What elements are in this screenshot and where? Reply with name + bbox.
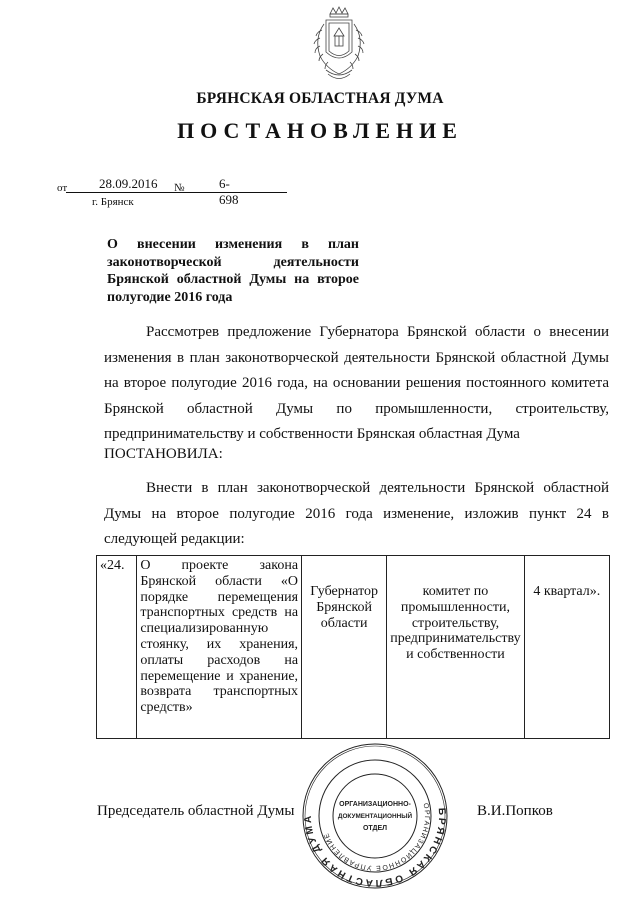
preamble-paragraph: Рассмотрев предложение Губернатора Брянской области о внесении изменения в план законотворческой деятельности Брянской областной Думы на второе полугодие 2016 года, на основании решения постоянного комитета Брянской областной Думы по промышленности, строительству, предпринимательству и собственности Брянская областная Дума [104, 324, 609, 442]
cell-committee: комитет по промышленности, строительству, предпринимательству и собственности [387, 556, 524, 739]
coat-of-arms-emblem-icon [306, 4, 372, 84]
table-row [97, 556, 610, 739]
document-subject: О внесении изменения в план законотворческой деятельности Брянской областной Думы на второе полугодие 2016 года [107, 237, 359, 305]
cell-item-number: «24. [97, 556, 137, 739]
resolution-paragraph: Внести в план законотворческой деятельности Брянской областной Думы на второе полугодие 2016 года изменение, изложив пункт 24 в следующей редакции: [104, 480, 609, 547]
amendment-table [96, 555, 610, 739]
stamp-outer-text: БРЯНСКАЯ ОБЛАСТНАЯ ДУМА [302, 807, 448, 889]
stamp-inner-text: ОРГАНИЗАЦИОННОЕ УПРАВЛЕНИЕ [322, 802, 431, 872]
stamp-center-line2: ДОКУМЕНТАЦИОННЫЙ [337, 813, 413, 820]
cell-bill-title: О проекте закона Брянской области «О порядке перемещения транспортных средств на специализированную стоянку, их хранения, оплаты расходов на перемещение и хранение, возврата транспортных средств» [137, 556, 302, 739]
date-prefix-label: от [57, 182, 68, 194]
document-date: 28.09.2016 [99, 176, 158, 191]
resolved-heading: ПОСТАНОВИЛА: [104, 446, 223, 462]
city-label: г. Брянск [92, 196, 134, 208]
cell-author: Губернатор Брянской области [302, 556, 387, 739]
number-prefix-label: № [174, 182, 185, 194]
stamp-center-line1: ОРГАНИЗАЦИОННО- [339, 801, 411, 808]
cell-term: 4 квартал». [524, 556, 609, 739]
official-stamp [301, 742, 449, 890]
signatory-name: В.И.Попков [477, 803, 553, 819]
document-type-title: ПОСТАНОВЛЕНИЕ [177, 118, 463, 143]
signatory-position: Председатель областной Думы [97, 803, 295, 819]
document-number: 6-698 [219, 176, 239, 207]
organization-title: БРЯНСКАЯ ОБЛАСТНАЯ ДУМА [196, 90, 444, 107]
stamp-center-line3: ОТДЕЛ [362, 825, 388, 832]
